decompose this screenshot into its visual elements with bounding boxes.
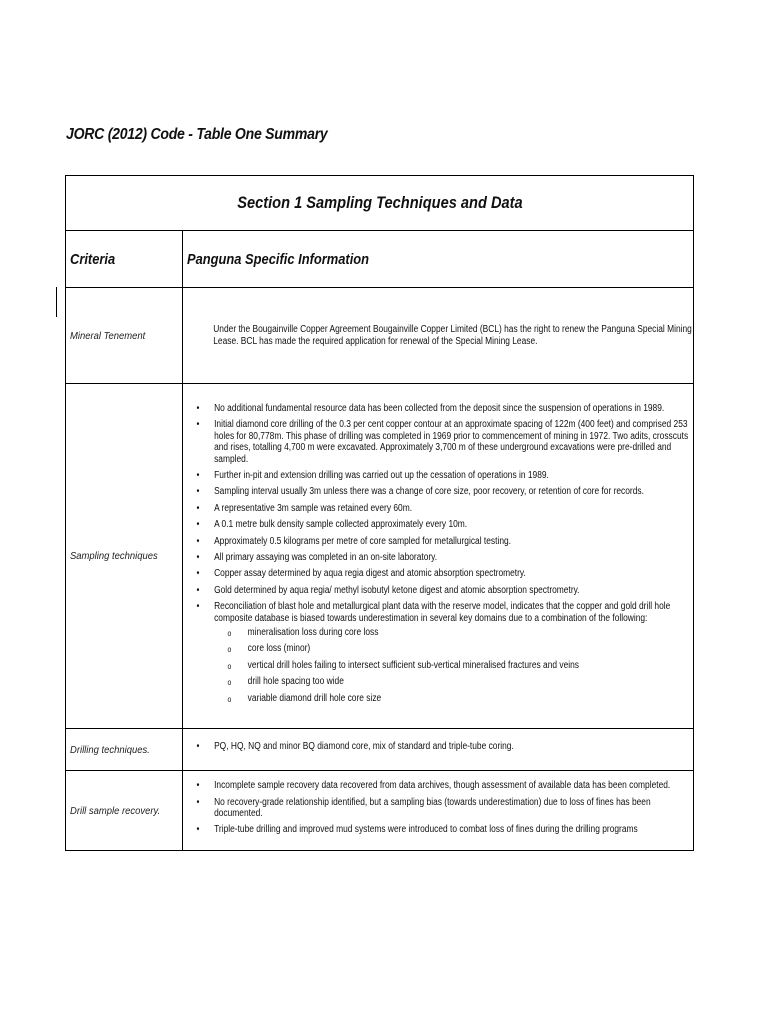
list-item: • No additional fundamental resource data has been collected from the deposit since the suspension of operations in 1989.	[196, 403, 692, 414]
table-row-drill-sample-recovery	[66, 771, 694, 851]
sub-list-item: o mineralisation loss during core loss	[228, 627, 693, 638]
list-item: • Incomplete sample recovery data recovered from data archives, though assessment of available data has been completed.	[196, 780, 692, 791]
list-item: • Approximately 0.5 kilograms per metre of core sampled for metallurgical testing.	[196, 536, 692, 547]
list-item: • Further in-pit and extension drilling was carried out up the cessation of operations in 1989.	[196, 470, 692, 481]
info-cell	[183, 288, 694, 384]
info-cell	[183, 384, 694, 729]
criteria-cell: Mineral Tenement	[66, 288, 183, 384]
list-item: • PQ, HQ, NQ and minor BQ diamond core, mix of standard and triple-tube coring.	[196, 741, 692, 752]
sub-bullet-list	[214, 627, 693, 704]
list-item: • Sampling interval usually 3m unless there was a change of core size, poor recovery, or retention of core for records.	[196, 486, 692, 497]
table-row-sampling-techniques	[66, 384, 694, 729]
list-item: • All primary assaying was completed in an on-site laboratory.	[196, 552, 692, 563]
bullet-list	[183, 780, 693, 836]
list-item: • Initial diamond core drilling of the 0.3 per cent copper contour at an approximate spacing of 122m (400 feet) and comprised 253 holes for 80,778m. This phase of drilling was completed in 1969 prior to commencement of mining in 1972. Two adits, crosscuts and rises, totalling 4,700 m were excavated. Approximately 3,700 m of these underground excavations were pre-drilled and sampled.	[196, 419, 692, 465]
list-item: • A 0.1 metre bulk density sample collected approximately every 10m.	[196, 519, 692, 530]
info-cell	[183, 771, 694, 851]
info-cell	[183, 729, 694, 771]
sub-list-item: o vertical drill holes failing to intersect sufficient sub-vertical mineralised fractures and veins	[228, 660, 693, 671]
bullet-list	[183, 403, 693, 704]
list-item	[196, 601, 692, 704]
list-item-text: Reconciliation of blast hole and metallurgical plant data with the reserve model, indicates that the copper and gold drill hole composite database is biased towards underestimation in several key domains due to a combination of the following:	[214, 601, 671, 624]
list-item: • No recovery-grade relationship identified, but a sampling bias (towards underestimation) due to loss of fines has been documented.	[196, 797, 692, 820]
sub-list-item: o core loss (minor)	[228, 643, 693, 654]
list-item: • A representative 3m sample was retained every 60m.	[196, 503, 692, 514]
sub-list-item: o drill hole spacing too wide	[228, 676, 693, 687]
header-row	[66, 231, 694, 288]
table-row-mineral-tenement	[66, 288, 694, 384]
criteria-cell: Sampling techniques	[66, 384, 183, 729]
section-title: Section 1 Sampling Techniques and Data	[66, 176, 694, 231]
text-cursor	[56, 287, 57, 317]
criteria-cell: Drill sample recovery.	[66, 771, 183, 851]
jorc-summary-table	[65, 175, 694, 851]
section-title-row	[66, 176, 694, 231]
info-header: Panguna Specific Information	[183, 231, 694, 288]
bullet-list	[183, 741, 693, 752]
table-row-drilling-techniques	[66, 729, 694, 771]
list-item: • Gold determined by aqua regia/ methyl isobutyl ketone digest and atomic absorption spectrometry.	[196, 585, 692, 596]
list-item: • Copper assay determined by aqua regia digest and atomic absorption spectrometry.	[196, 568, 692, 579]
sub-list-item: o variable diamond drill hole core size	[228, 693, 693, 704]
info-paragraph: Under the Bougainville Copper Agreement Bougainville Copper Limited (BCL) has the right to renew the Panguna Special Mining Lease. BCL has made the required application for renewal of the Special Mining Lease.	[213, 324, 692, 347]
list-item: • Triple-tube drilling and improved mud systems were introduced to combat loss of fines during the drilling programs	[196, 824, 692, 835]
document-title: JORC (2012) Code - Table One Summary	[66, 126, 328, 143]
criteria-header: Criteria	[66, 231, 183, 288]
criteria-cell: Drilling techniques.	[66, 729, 183, 771]
